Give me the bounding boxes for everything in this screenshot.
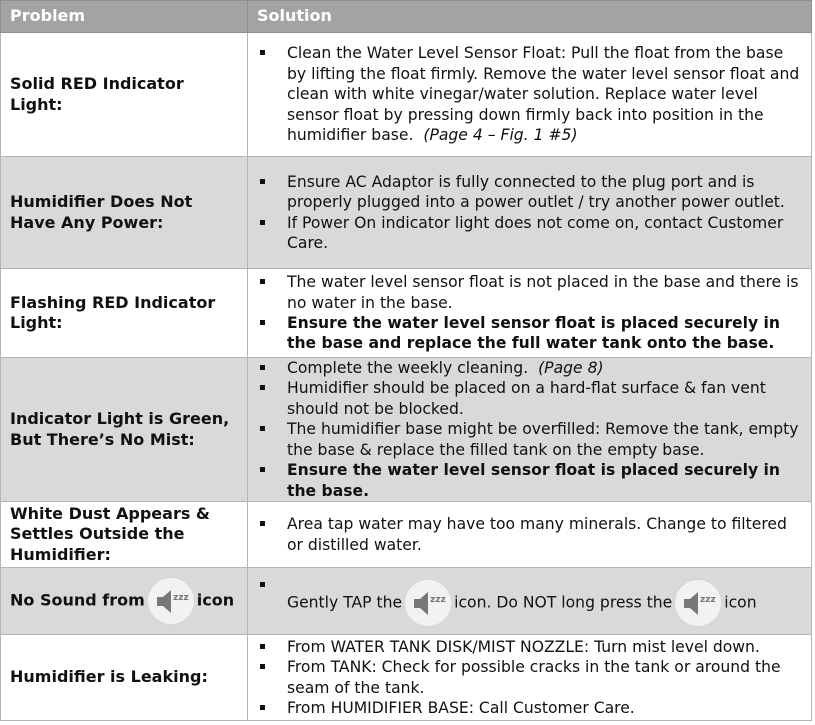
solution-item: From TANK: Check for possible cracks in the tank or around the seam of the tank. xyxy=(248,657,811,698)
page-reference: (Page 8) xyxy=(538,359,604,378)
solution-item: Humidifier should be placed on a hard-flat surface & fan vent should not be blocked. xyxy=(248,378,811,419)
sound-mute-zzz-icon xyxy=(404,579,452,627)
solution-cell xyxy=(248,635,812,721)
problem-cell: Humidifier Does Not Have Any Power: xyxy=(1,157,248,269)
sound-mute-zzz-icon xyxy=(147,577,195,625)
table-row xyxy=(1,269,812,358)
table-row xyxy=(1,568,812,635)
solution-item: Ensure the water level sensor float is placed securely in the base and replace the full water tank onto the base. xyxy=(248,313,811,354)
solution-item: Clean the Water Level Sensor Float: Pull the float from the base by lifting the float firmly. Remove the water level sensor float and clean with white vinegar/water solution. Replace water level sensor float by pressing down firmly back into position in the humidifier base. (Page 4 – Fig. 1 #5) xyxy=(248,43,811,145)
solution-cell xyxy=(248,157,812,269)
problem-cell: Indicator Light is Green, But There’s No Mist: xyxy=(1,358,248,502)
solution-item: Gently TAP the zzz icon. Do NOT long press the zzz icon xyxy=(248,575,811,627)
solution-header: Solution xyxy=(248,1,812,33)
header-row xyxy=(1,1,812,33)
problem-cell: White Dust Appears & Settles Outside the Humidifier: xyxy=(1,502,248,568)
solution-item: Ensure AC Adaptor is fully connected to the plug port and is properly plugged into a power outlet / try another power outlet. xyxy=(248,172,811,213)
solution-item: The humidifier base might be overfilled: Remove the tank, empty the base & replace the filled tank on the empty base. xyxy=(248,419,811,460)
solution-cell xyxy=(248,33,812,157)
problem-cell: No Sound from zzz icon xyxy=(1,568,248,635)
problem-cell: Humidifier is Leaking: xyxy=(1,635,248,721)
table-row xyxy=(1,502,812,568)
solution-item: Area tap water may have too many minerals. Change to filtered or distilled water. xyxy=(248,514,811,555)
solution-item: From HUMIDIFIER BASE: Call Customer Care. xyxy=(248,698,811,718)
solution-item: Ensure the water level sensor float is placed securely in the base. xyxy=(248,460,811,501)
solution-item: If Power On indicator light does not come on, contact Customer Care. xyxy=(248,213,811,254)
table-row xyxy=(1,157,812,269)
problem-cell: Solid RED Indicator Light: xyxy=(1,33,248,157)
problem-header: Problem xyxy=(1,1,248,33)
table-row xyxy=(1,33,812,157)
svg-text:zzz: zzz xyxy=(700,595,716,605)
svg-text:zzz: zzz xyxy=(172,593,189,603)
solution-cell xyxy=(248,568,812,635)
sound-mute-zzz-icon xyxy=(674,579,722,627)
table-row xyxy=(1,635,812,721)
page-reference: (Page 4 – Fig. 1 #5) xyxy=(423,126,578,145)
solution-item: The water level sensor float is not placed in the base and there is no water in the base. xyxy=(248,272,811,313)
table-row xyxy=(1,358,812,502)
solution-cell xyxy=(248,269,812,358)
solution-cell xyxy=(248,502,812,568)
problem-cell: Flashing RED Indicator Light: xyxy=(1,269,248,358)
solution-item: Complete the weekly cleaning. (Page 8) xyxy=(248,358,811,378)
svg-text:zzz: zzz xyxy=(430,595,446,605)
solution-item: From WATER TANK DISK/MIST NOZZLE: Turn mist level down. xyxy=(248,637,811,657)
solution-cell xyxy=(248,358,812,502)
